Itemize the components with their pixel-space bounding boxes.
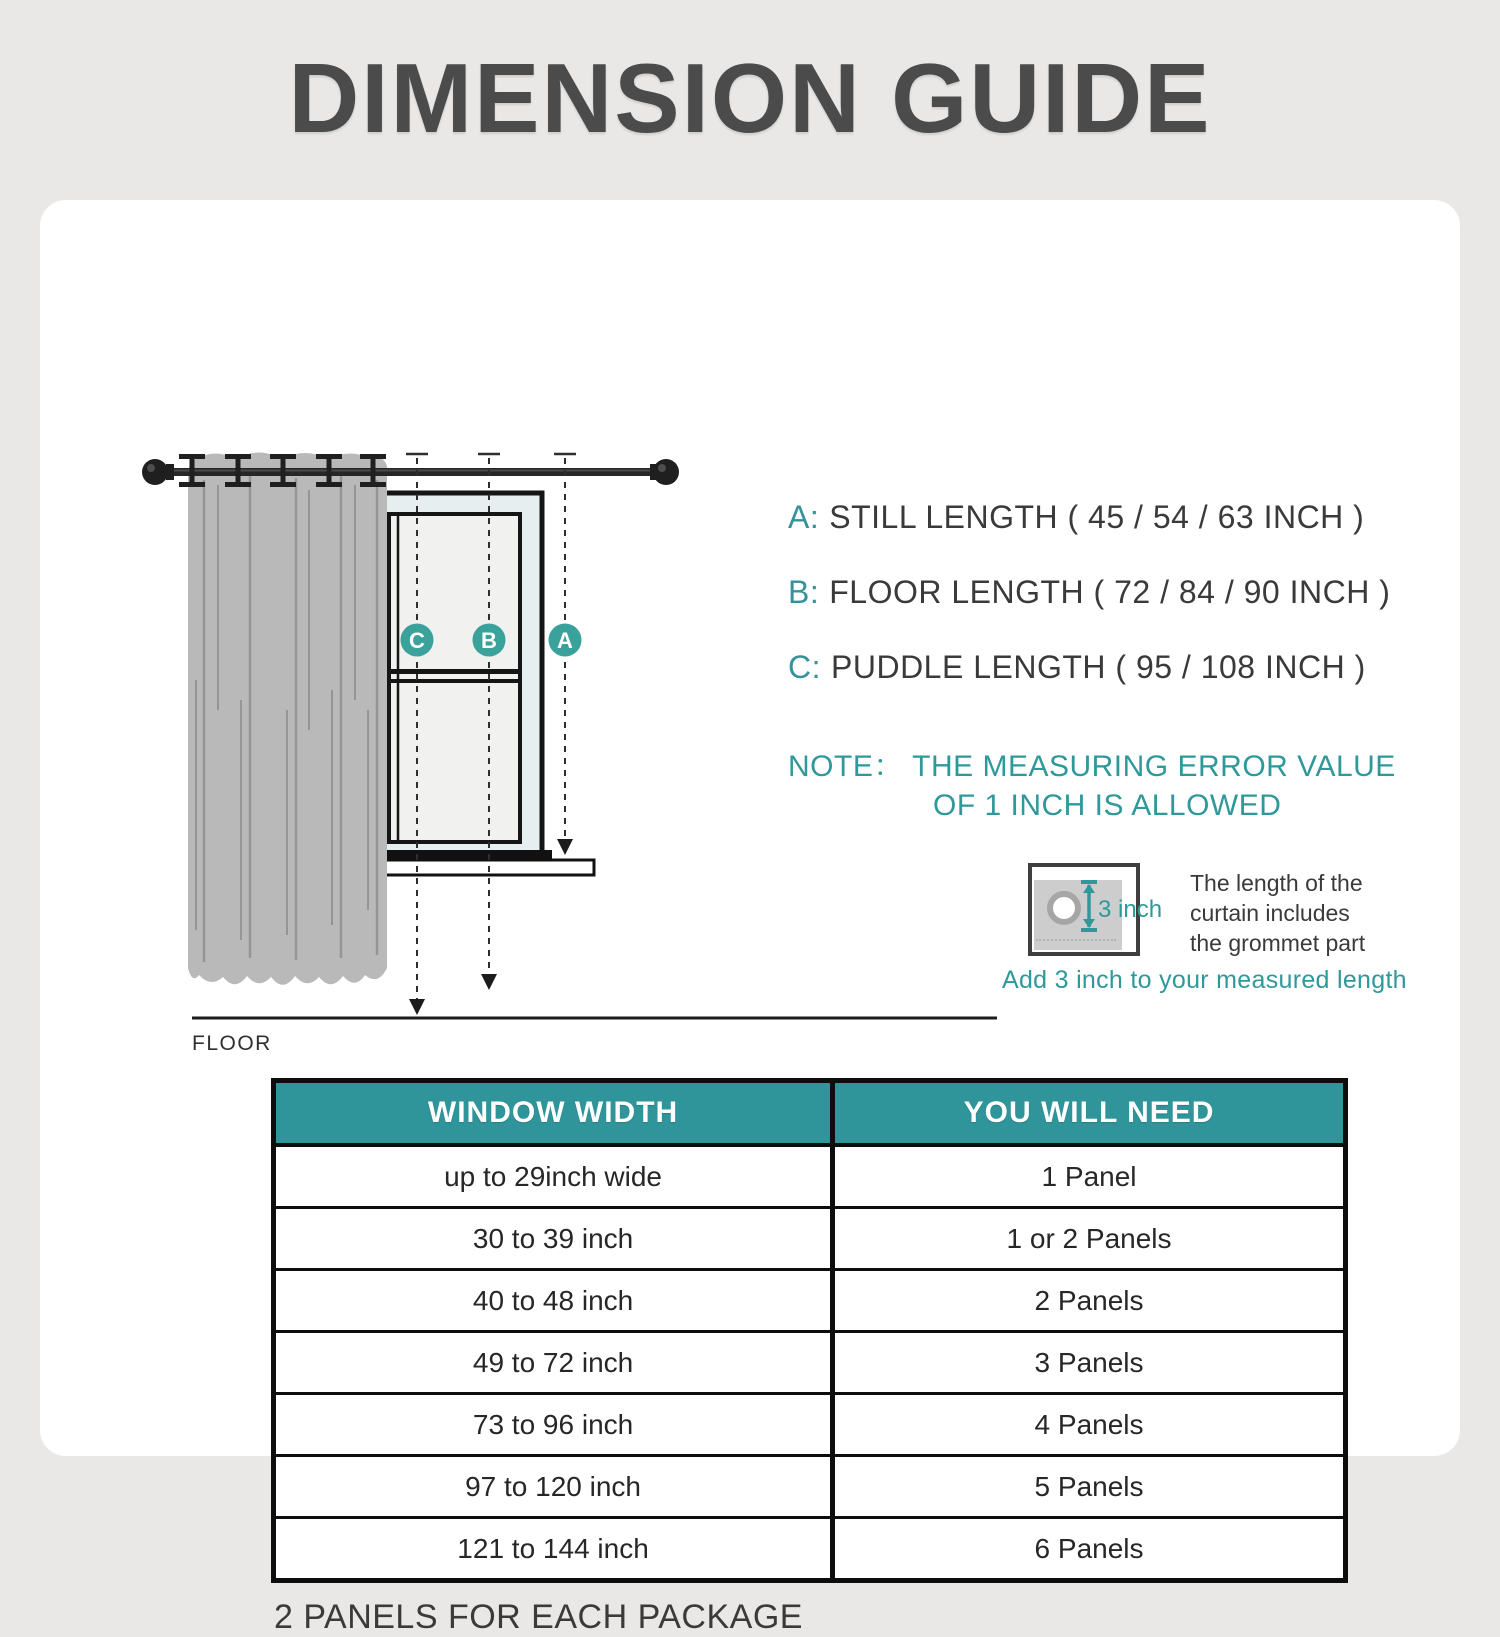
floor-label: FLOOR: [192, 1032, 272, 1055]
note-line2: OF 1 INCH IS ALLOWED: [933, 789, 1282, 822]
table-header-window-width: WINDOW WIDTH: [276, 1083, 835, 1143]
grommet-tip: Add 3 inch to your measured length: [1002, 966, 1407, 994]
grommet-caption-line3: the grommet part: [1190, 930, 1366, 956]
table-cell-width-4: 73 to 96 inch: [276, 1392, 835, 1454]
table-cell-width-3: 49 to 72 inch: [276, 1330, 835, 1392]
spec-a-prefix: A:: [788, 499, 820, 535]
table-cell-width-5: 97 to 120 inch: [276, 1454, 835, 1516]
window: [362, 493, 594, 875]
spec-line-a: [788, 499, 1364, 536]
window-rail-top: [389, 669, 520, 674]
badge-b-label: B: [481, 628, 497, 653]
grommet-caption: [1190, 868, 1365, 958]
rod-left-finial: [142, 459, 168, 485]
measure-arrow-icon: [1079, 879, 1099, 933]
window-sill-board: [362, 860, 594, 875]
curtain: [188, 453, 387, 985]
measure-badges: [401, 624, 582, 657]
rod-right-finial-highlight: [658, 464, 666, 472]
content-card: [40, 200, 1460, 1636]
grommet-caption-line2: curtain includes: [1190, 900, 1350, 926]
badge-a-label: A: [557, 628, 573, 653]
table-cell-need-3: 3 Panels: [835, 1330, 1343, 1392]
package-caption: 2 PANELS FOR EACH PACKAGE: [274, 1598, 803, 1636]
measure-arrow-b: [481, 974, 497, 990]
table-cell-width-2: 40 to 48 inch: [276, 1268, 835, 1330]
badge-c-label: C: [409, 628, 425, 653]
window-rail-bottom: [389, 679, 520, 683]
rod-right-finial: [653, 459, 679, 485]
note-line1: NOTE： THE MEASURING ERROR VALUE: [788, 750, 1396, 783]
panel-table: [271, 1078, 1348, 1583]
spec-b-prefix: B:: [788, 574, 820, 610]
table-cell-need-2: 2 Panels: [835, 1268, 1343, 1330]
grommet-caption-line1: The length of the: [1190, 870, 1363, 896]
measure-arrow-c: [409, 999, 425, 1015]
spec-c-text: PUDDLE LENGTH ( 95 / 108 INCH ): [831, 649, 1366, 685]
grommet-length-label: 3 inch: [1098, 896, 1163, 923]
spec-a-text: STILL LENGTH ( 45 / 54 / 63 INCH ): [829, 499, 1365, 535]
table-cell-need-4: 4 Panels: [835, 1392, 1343, 1454]
table-cell-need-5: 5 Panels: [835, 1454, 1343, 1516]
table-header-you-will-need: YOU WILL NEED: [835, 1083, 1343, 1143]
table-cell-width-1: 30 to 39 inch: [276, 1206, 835, 1268]
grommet-ring-icon: [1047, 891, 1081, 925]
measure-arrow-a: [557, 839, 573, 855]
window-sash: [389, 514, 520, 842]
table-cell-need-6: 6 Panels: [835, 1516, 1343, 1578]
spec-b-text: FLOOR LENGTH ( 72 / 84 / 90 INCH ): [829, 574, 1391, 610]
spec-line-c: [788, 649, 1366, 686]
page-title: DIMENSION GUIDE: [288, 43, 1212, 153]
rod-left-finial-highlight: [147, 464, 155, 472]
table-cell-need-1: 1 or 2 Panels: [835, 1206, 1343, 1268]
table-cell-width-6: 121 to 144 inch: [276, 1516, 835, 1578]
table-cell-width-0: up to 29inch wide: [276, 1143, 835, 1206]
spec-c-prefix: C:: [788, 649, 821, 685]
table-cell-need-0: 1 Panel: [835, 1143, 1343, 1206]
grommet-stitch-line: [1036, 939, 1116, 941]
spec-line-b: [788, 574, 1390, 611]
grommet-diagram: [1028, 863, 1163, 956]
